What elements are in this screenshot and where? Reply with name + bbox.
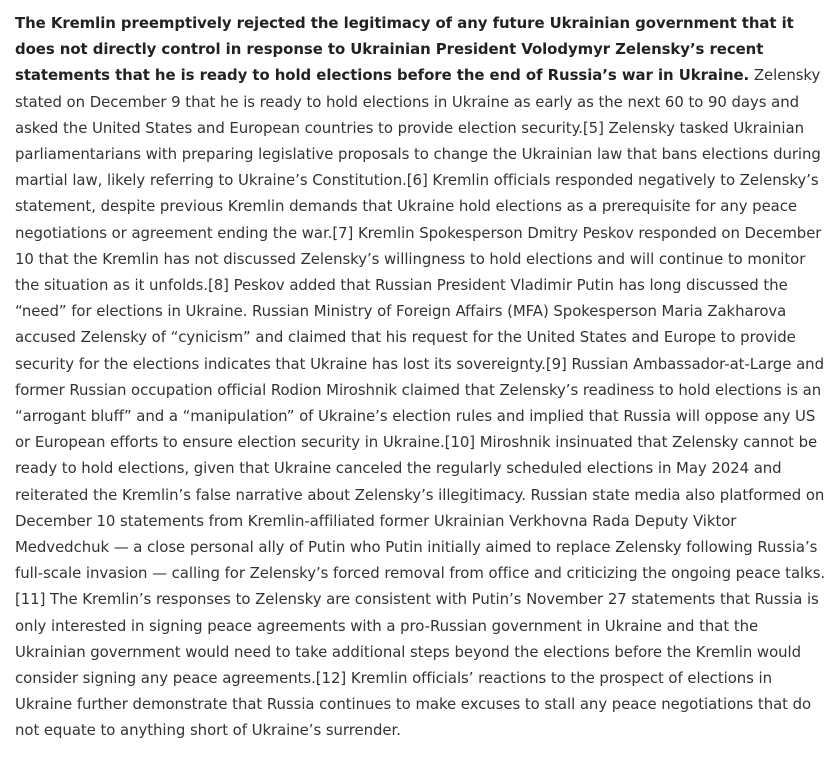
lead-sentence: The Kremlin preemptively rejected the legitimacy of any future Ukrainian government that it does not directly control in response to Ukrainian President Volodymyr Zelensky’s recent statements that he is ready to hold elections before the end of Russia’s war in Ukraine. [15, 14, 794, 85]
article-paragraph [15, 10, 828, 744]
paragraph-text: Zelensky stated on December 9 that he is ready to hold elections in Ukraine as early as the next 60 to 90 days and asked the United States and European countries to provide election security.[5] Zelensky tasked Ukrainian parliamentarians with preparing legislative proposals to change the Ukrainian law that bans elections during martial law, likely referring to Ukraine’s Constitution.[6] Kremlin officials responded negatively to Zelensky’s statement, despite previous Kremlin demands that Ukraine hold elections as a prerequisite for any peace negotiations or agreement ending the war.[7] Kremlin Spokesperson Dmitry Peskov responded on December 10 that the Kremlin has not discussed Zelensky’s willingness to hold elections and will continue to monitor the situation as it unfolds.[8] Peskov added that Russian President Vladimir Putin has long discussed the “need” for elections in Ukraine. Russian Ministry of Foreign Affairs (MFA) Spokesperson Maria Zakharova accused Zelensky of “cynicism” and claimed that his request for the United States and Europe to provide security for the elections indicates that Ukraine has lost its sovereignty.[9] Russian Ambassador-at-Large and former Russian occupation official Rodion Miroshnik claimed that Zelensky’s readiness to hold elections is an “arrogant bluff” and a “manipulation” of Ukraine’s election rules and implied that Russia will oppose any US or European efforts to ensure election security in Ukraine.[10] Miroshnik insinuated that Zelensky cannot be ready to hold elections, given that Ukraine canceled the regularly scheduled elections in May 2024 and reiterated the Kremlin’s false narrative about Zelensky’s illegitimacy. Russian state media also platformed on December 10 statements from Kremlin-affiliated former Ukrainian Verkhovna Rada Deputy Viktor Medvedchuk — a close personal ally of Putin who Putin initially aimed to replace Zelensky following Russia’s full-scale invasion — calling for Zelensky’s forced removal from office and criticizing the ongoing peace talks.[11] The Kremlin’s responses to Zelensky are consistent with Putin’s November 27 statements that Russia is only interested in signing peace agreements with a pro-Russian government in Ukraine and that the Ukrainian government would need to take additional steps beyond the elections before the Kremlin would consider signing any peace agreements.[12] Kremlin officials’ reactions to the prospect of elections in Ukraine further demonstrate that Russia continues to make excuses to stall any peace negotiations that do not equate to anything short of Ukraine’s surrender. [15, 66, 826, 740]
